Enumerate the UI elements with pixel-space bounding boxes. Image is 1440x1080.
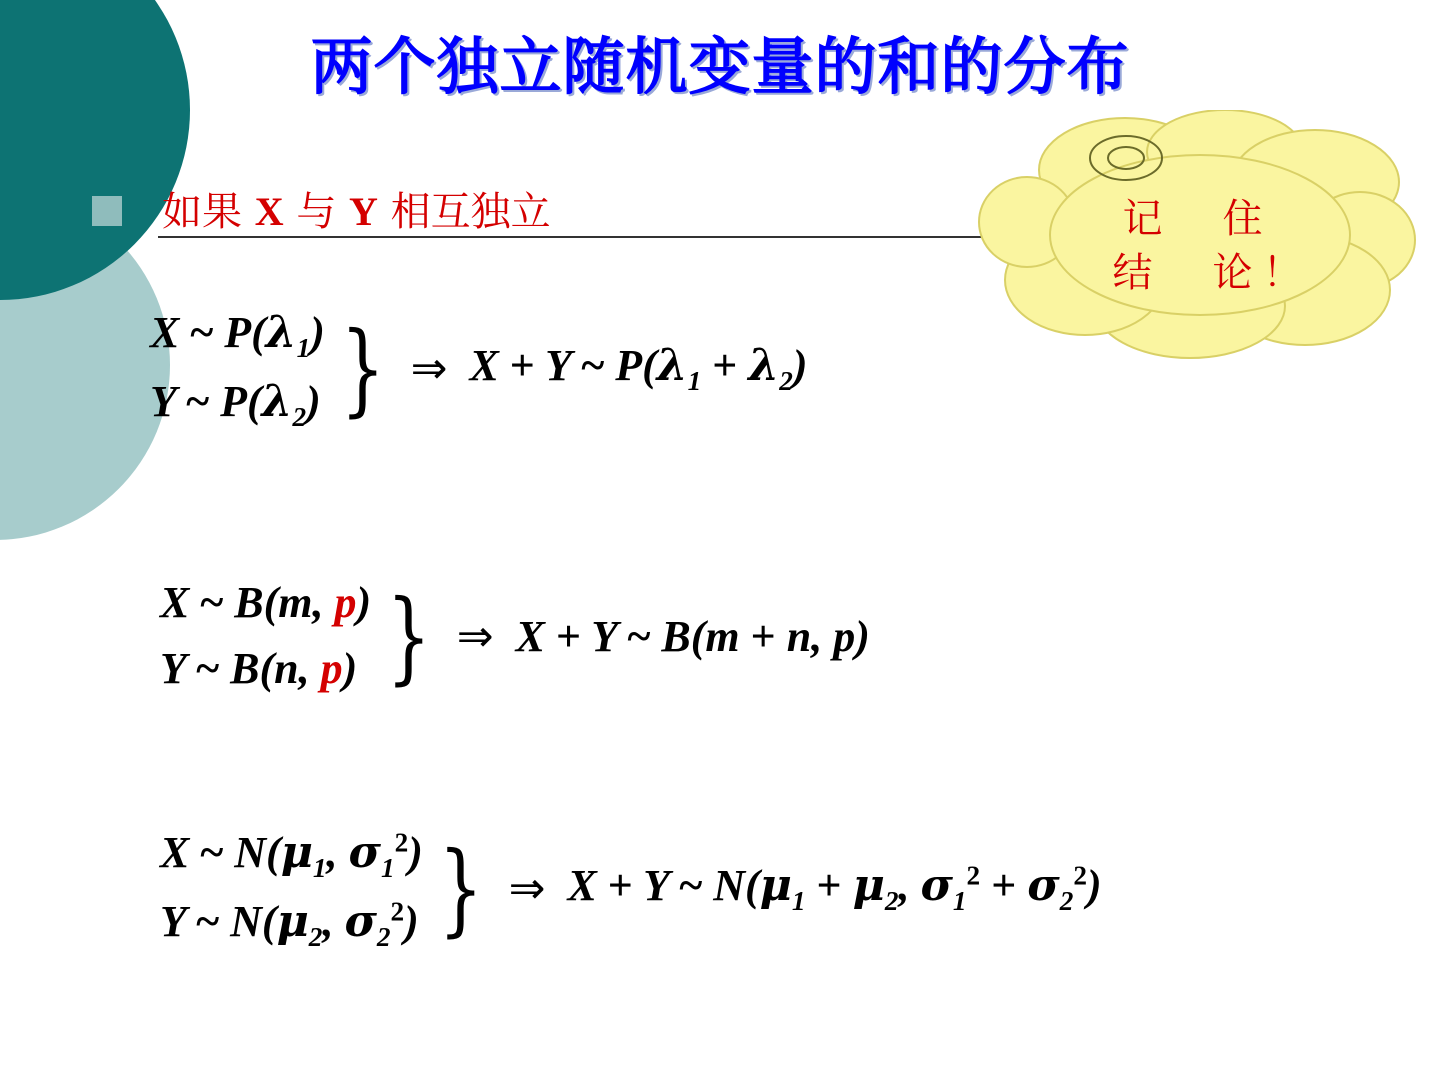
formula-block-normal — [160, 820, 1102, 957]
poisson-premise — [150, 300, 395, 437]
normal-implies-icon: ⇒ — [508, 863, 546, 915]
poisson-conclusion: X + Y ~ $P(\lambda_1 + \lambda_2)$ — [469, 340, 808, 397]
normal-conclusion: X + Y ~ $N(\mu_1 + \mu_2$, $\sigma_1^2 + \sigma_2^2$) — [567, 860, 1102, 917]
normal-brace: } — [438, 830, 484, 948]
formula-block-binomial — [160, 570, 870, 702]
normal-premise-line-1: X ~ $N(\mu_1$, $\sigma_1^2$) — [160, 827, 423, 883]
page-title: 两个独立随机变量的和的分布 — [310, 30, 1130, 103]
callout-line-2: 结 论！ — [1112, 250, 1313, 296]
bullet-var-y: Y — [349, 189, 378, 234]
poisson-brace: } — [340, 310, 386, 428]
poisson-implies-icon: ⇒ — [410, 343, 448, 395]
binomial-premise-line-2: Y ~ B(n, p) — [160, 644, 358, 693]
normal-premise — [160, 820, 493, 957]
bullet-prefix: 如果 — [162, 189, 255, 235]
poisson-premise-line-2: Y ~ $P(\lambda_2)$ — [150, 375, 321, 432]
poisson-premise-line-1: X ~ $P(\lambda_1)$ — [150, 307, 325, 363]
callout-line-1: 记 住 — [1122, 196, 1273, 242]
binomial-conclusion: X + Y ~ B(m + n, p) — [515, 611, 870, 661]
binomial-premise — [160, 570, 441, 702]
binomial-premise-line-1: X ~ B(m, p) — [160, 578, 372, 627]
formula-block-poisson — [150, 300, 807, 437]
binomial-implies-icon: ⇒ — [456, 610, 494, 662]
bullet-var-x: X — [254, 189, 284, 234]
binomial-brace: } — [386, 577, 432, 695]
bullet-square-icon — [92, 196, 122, 226]
bullet-mid: 与 — [283, 189, 350, 235]
bullet-row — [92, 180, 1022, 240]
callout-text — [975, 192, 1420, 300]
normal-premise-line-2: Y ~ $N(\mu_2$, $\sigma_2^2$) — [160, 895, 419, 952]
bullet-suffix: 相互独立 — [377, 189, 551, 235]
callout-cloud — [975, 110, 1420, 360]
bullet-underline — [158, 236, 1108, 238]
bullet-text — [162, 180, 551, 237]
